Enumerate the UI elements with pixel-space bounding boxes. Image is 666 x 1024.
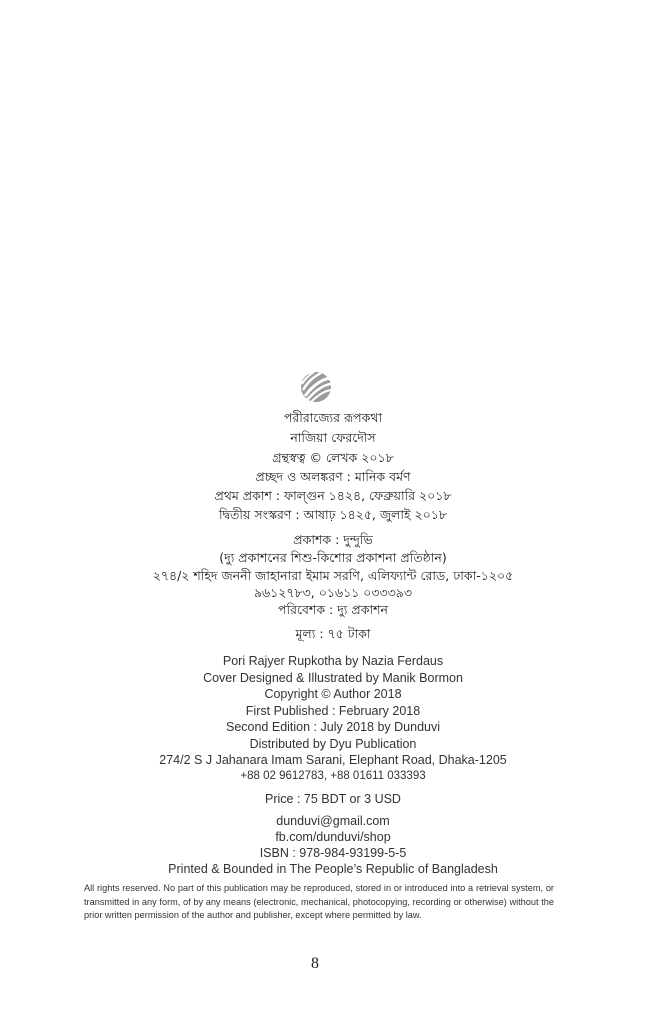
bengali-copyright: গ্রন্থস্বত্ব © লেখক ২০১৮: [272, 450, 394, 465]
bengali-distributor: পরিবেশক : দ্যু প্রকাশন: [278, 602, 388, 617]
bengali-address: ২৭৪/২ শহিদ জননী জাহানারা ইমাম সরণি, এলিফ্যান্ট রোড, ঢাকা-১২০৫: [152, 568, 514, 583]
bengali-second-edition: দ্বিতীয় সংস্করণ : আষাঢ় ১৪২৫, জুলাই ২০১৮: [219, 507, 447, 522]
printed-line: Printed & Bounded in The People’s Republic of Bangladesh: [168, 862, 498, 876]
english-phone: +88 02 9612783, +88 01611 033393: [240, 770, 426, 782]
english-address: 274/2 S J Jahanara Imam Sarani, Elephant Road, Dhaka-1205: [159, 753, 507, 767]
bengali-phone: ৯৬১২৭৮৩, ০১৬১১ ০৩৩৩৯৩: [253, 585, 413, 600]
web-address: fb.com/dunduvi/shop: [275, 830, 391, 844]
bengali-price: মূল্য : ৭৫ টাকা: [295, 626, 371, 641]
english-title-line: Pori Rajyer Rupkotha by Nazia Ferdaus: [222, 654, 444, 668]
publisher-logo-icon: [297, 370, 335, 404]
english-price: Price : 75 BDT or 3 USD: [265, 792, 401, 806]
english-copyright: Copyright © Author 2018: [264, 687, 402, 701]
bengali-title: পরীরাজ্যের রূপকথা: [283, 410, 383, 425]
bengali-cover-credit: প্রচ্ছদ ও অলঙ্করণ : মানিক বর্মণ: [255, 469, 411, 484]
english-distributed: Distributed by Dyu Publication: [249, 737, 417, 751]
page-number: 8: [311, 955, 319, 972]
email: dunduvi@gmail.com: [276, 814, 390, 828]
bengali-author: নাজিয়া ফেরদৌস: [290, 430, 376, 445]
english-cover-line: Cover Designed & Illustrated by Manik Bormon: [203, 671, 463, 685]
isbn: ISBN : 978-984-93199-5-5: [259, 846, 407, 860]
rights-notice: All rights reserved. No part of this publication may be reproduced, stored in or introduced into a retrieval system, or transmitted in any form, of by any means (electronic, mechanical, photocopying, recording or otherwise) without the prior written permission of the author and publisher, except where permitted by law.: [84, 883, 554, 920]
english-first-published: First Published : February 2018: [245, 704, 421, 718]
bengali-first-published: প্রথম প্রকাশ : ফাল্গুন ১৪২৪, ফেব্রুয়ারি ২০১৮: [214, 488, 452, 503]
bengali-publisher: প্রকাশক : দুন্দুভি: [293, 532, 373, 547]
bengali-publisher-note: (দ্যু প্রকাশনের শিশু-কিশোর প্রকাশনা প্রতিষ্ঠান): [219, 550, 447, 565]
english-second-edition: Second Edition : July 2018 by Dunduvi: [225, 720, 441, 734]
